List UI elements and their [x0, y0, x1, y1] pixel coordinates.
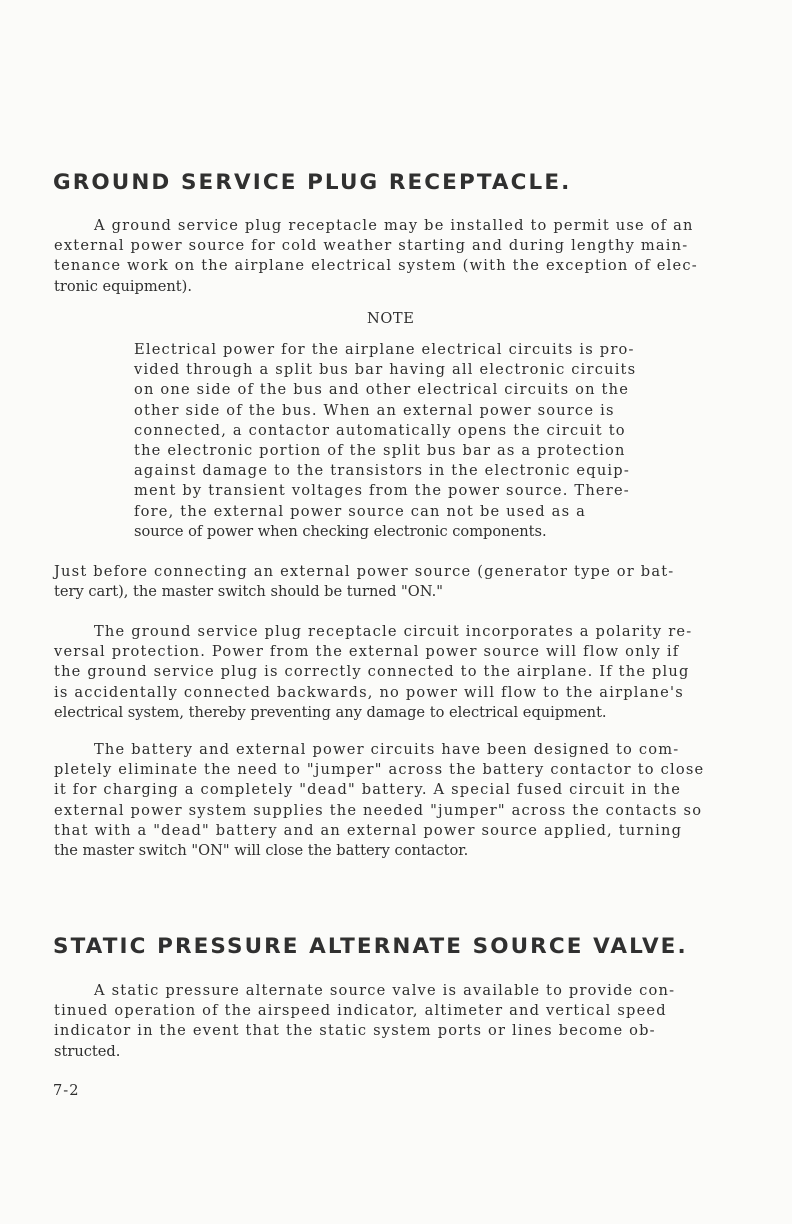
text-line: tronic equipment). [54, 277, 192, 295]
text-line: the master switch "ON" will close the battery contactor. [54, 842, 469, 860]
text-line: that with a "dead" battery and an external power source applied, turning [54, 821, 683, 839]
text-line: The ground service plug receptacle circuit incorporates a polarity re- [94, 623, 693, 640]
section-heading-ground-service-plug: GROUND SERVICE PLUG RECEPTACLE. [53, 170, 572, 195]
text-line: versal protection. Power from the external power source will flow only if [54, 643, 680, 661]
text-line: against damage to the transistors in the electronic equip- [134, 462, 630, 480]
paragraph-master-switch [54, 562, 674, 602]
text-line: the ground service plug is correctly connected to the airplane. If the plug [54, 663, 690, 681]
paragraph-intro [54, 216, 698, 297]
page-number: 7-2 [53, 1082, 80, 1099]
text-line: indicator in the event that the static system ports or lines become ob- [54, 1022, 656, 1040]
text-line: tinued operation of the airspeed indicator, altimeter and vertical speed [54, 1002, 667, 1020]
note-body [134, 340, 636, 542]
text-line: electrical system, thereby preventing any damage to electrical equipment. [54, 703, 607, 721]
text-line: A ground service plug receptacle may be installed to permit use of an [94, 217, 694, 234]
paragraph-battery-jumper [54, 740, 704, 861]
text-line: it for charging a completely "dead" battery. A special fused circuit in the [54, 781, 682, 799]
text-line: pletely eliminate the need to "jumper" across the battery contactor to close [54, 761, 705, 779]
paragraph-polarity-protection [54, 622, 692, 723]
text-line: the electronic portion of the split bus bar as a protection [134, 442, 626, 460]
note-label: NOTE [367, 310, 415, 327]
text-line: external power source for cold weather starting and during lengthy main- [54, 237, 689, 255]
text-line: structed. [54, 1042, 121, 1060]
paragraph-static-source [54, 981, 675, 1062]
text-line: source of power when checking electronic components. [134, 522, 547, 540]
text-line: tenance work on the airplane electrical system (with the exception of elec- [54, 257, 698, 275]
text-line: is accidentally connected backwards, no power will flow to the airplane's [54, 683, 684, 701]
text-line: A static pressure alternate source valve is available to provide con- [94, 982, 676, 999]
text-line: fore, the external power source can not be used as a [134, 502, 586, 520]
section-heading-static-pressure: STATIC PRESSURE ALTERNATE SOURCE VALVE. [53, 934, 688, 959]
text-line: external power system supplies the needed "jumper" across the contacts so [54, 801, 703, 819]
text-line: connected, a contactor automatically opens the circuit to [134, 421, 626, 439]
text-line: Electrical power for the airplane electrical circuits is pro- [134, 341, 635, 358]
text-line: other side of the bus. When an external power source is [134, 401, 615, 419]
text-line: on one side of the bus and other electrical circuits on the [134, 381, 630, 399]
text-line: ment by transient voltages from the power source. There- [134, 482, 630, 500]
text-line: Just before connecting an external power source (generator type or bat- [54, 563, 675, 580]
text-line: The battery and external power circuits have been designed to com- [94, 741, 680, 758]
text-line: vided through a split bus bar having all electronic circuits [134, 361, 637, 379]
text-line: tery cart), the master switch should be turned "ON." [54, 583, 443, 601]
